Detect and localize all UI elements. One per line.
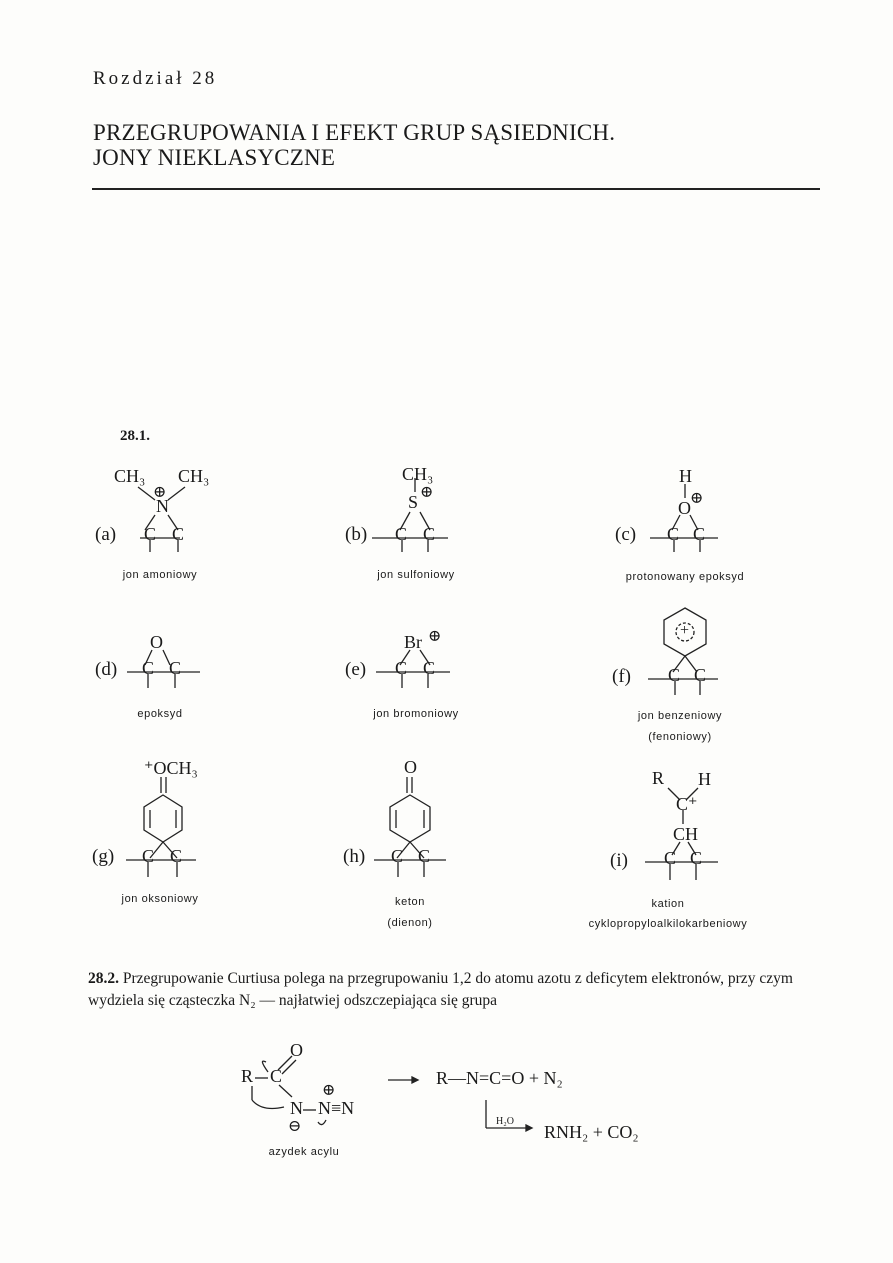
- g-carbon-2: C: [170, 846, 183, 866]
- c-carbon-2: C: [693, 524, 706, 544]
- c-hydrogen: H: [679, 466, 692, 486]
- label-d: (d): [95, 659, 118, 680]
- h-carbon-2: C: [418, 846, 431, 866]
- chapter-label: Rozdział 28: [93, 68, 218, 89]
- f-ring-charge: +: [680, 622, 690, 639]
- curtius-reagent: H₂O: [496, 1116, 514, 1127]
- label-a: (a): [95, 524, 117, 545]
- caption-b: jon sulfoniowy: [377, 569, 455, 581]
- curtius-reactant-caption: azydek acylu: [268, 1146, 340, 1158]
- e-carbon-1: C: [395, 658, 408, 678]
- a-methyl-left: CH₃: [114, 466, 146, 486]
- section-number-28-2: 28.2.: [88, 970, 119, 987]
- e-charge: ⊕: [428, 628, 442, 645]
- caption-g: jon oksoniowy: [121, 893, 199, 905]
- b-charge: ⊕: [420, 484, 434, 501]
- curtius-oxygen: O: [290, 1040, 303, 1060]
- caption-d: epoksyd: [137, 708, 183, 720]
- a-carbon-2: C: [172, 524, 185, 544]
- b-sulfur: S: [408, 492, 419, 512]
- caption-f-2: (fenoniowy): [648, 731, 712, 743]
- label-f: (f): [612, 666, 631, 687]
- i-carbon-2: C: [690, 848, 703, 868]
- caption-f: jon benzeniowy: [637, 710, 723, 722]
- g-carbon-1: C: [142, 846, 155, 866]
- b-carbon-1: C: [395, 524, 408, 544]
- caption-i-2: cyklopropyloalkilokarbeniowy: [588, 918, 748, 930]
- b-carbon-2: C: [423, 524, 436, 544]
- f-carbon-2: C: [694, 665, 707, 685]
- a-nitrogen: N: [156, 496, 169, 516]
- label-i: (i): [610, 850, 628, 871]
- c-charge: ⊕: [690, 490, 704, 507]
- b-methyl: CH₃: [402, 464, 434, 484]
- c-oxygen: O: [678, 498, 691, 518]
- caption-i: kation: [651, 898, 685, 910]
- curtius-plus: ⊕: [322, 1082, 336, 1099]
- i-h-group: H: [698, 769, 711, 789]
- i-ch: CH: [673, 824, 699, 844]
- a-carbon-1: C: [144, 524, 157, 544]
- label-h: (h): [343, 846, 366, 867]
- curtius-product: R—N=C=O + N₂: [436, 1068, 563, 1088]
- e-carbon-2: C: [423, 658, 436, 678]
- title-line-1: PRZEGRUPOWANIA I EFEKT GRUP SĄSIEDNICH.: [93, 120, 616, 145]
- i-cation: C⁺: [676, 794, 698, 814]
- i-r-group: R: [652, 768, 665, 788]
- h-oxygen: O: [404, 757, 417, 777]
- g-methoxy: ⁺OCH₃: [144, 758, 198, 778]
- d-carbon-1: C: [142, 658, 155, 678]
- curtius-r: R: [241, 1066, 254, 1086]
- curtius-nn: N≡N: [318, 1098, 355, 1118]
- e-bromine: Br: [404, 632, 422, 652]
- f-carbon-1: C: [668, 665, 681, 685]
- section-28-2-paragraph: [88, 968, 823, 1012]
- curtius-n1: N: [290, 1098, 303, 1118]
- h-carbon-1: C: [391, 846, 404, 866]
- d-oxygen: O: [150, 632, 163, 652]
- caption-c: protonowany epoksyd: [625, 571, 745, 583]
- i-carbon-1: C: [664, 848, 677, 868]
- caption-h: keton: [395, 896, 425, 908]
- curtius-carbon: C: [270, 1066, 283, 1086]
- label-b: (b): [345, 524, 368, 545]
- a-methyl-right: CH₃: [178, 466, 210, 486]
- curtius-product-2: RNH₂ + CO₂: [544, 1122, 639, 1142]
- curtius-minus: ⊖: [288, 1118, 302, 1135]
- c-carbon-1: C: [667, 524, 680, 544]
- title-line-2: JONY NIEKLASYCZNE: [93, 145, 336, 170]
- label-e: (e): [345, 659, 367, 680]
- label-c: (c): [615, 524, 637, 545]
- caption-a: jon amoniowy: [122, 569, 198, 581]
- section-number-28-1: 28.1.: [120, 428, 150, 444]
- section-28-2-text: Przegrupowanie Curtiusa polega na przegrupowaniu 1,2 do atomu azotu z deficytem elektronów, przy czym wydziela się cząsteczka N₂ — najłatwiej odszczepiająca się grupa: [88, 970, 793, 1009]
- a-charge: ⊕: [153, 484, 167, 501]
- label-g: (g): [92, 846, 115, 867]
- d-carbon-2: C: [169, 658, 182, 678]
- caption-e: jon bromoniowy: [373, 708, 459, 720]
- caption-h-2: (dienon): [387, 917, 433, 929]
